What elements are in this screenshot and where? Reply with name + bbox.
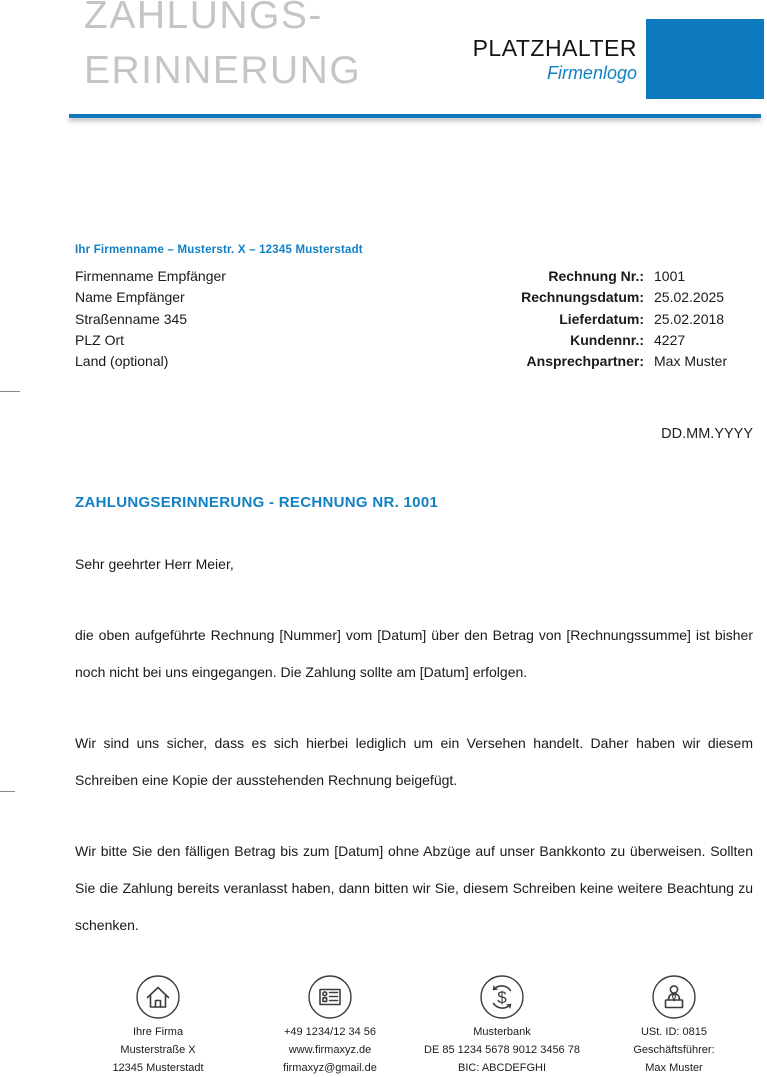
footer-managing-director-name: Max Muster [645, 1062, 703, 1074]
person-icon [651, 974, 697, 1020]
meta-row-delivery-date [420, 309, 753, 330]
footer-phone: +49 1234/12 34 56 [283, 1026, 377, 1038]
footer-bank-name: Musterbank [473, 1026, 531, 1038]
body-paragraph-2: Wir sind uns sicher, dass es sich hierbei lediglich um ein Versehen handelt. Daher haben wir diesem Schreiben eine Kopie der ausstehenden Rechnung beigefügt. [75, 735, 753, 788]
recipient-line: Firmenname Empfänger [75, 268, 226, 284]
footer-email: firmaxyz@gmail.de [283, 1062, 377, 1074]
header-divider-rule [69, 114, 761, 118]
meta-label: Kundennr.: [570, 331, 644, 348]
document-watermark-title [84, 0, 362, 92]
letter-date-placeholder: DD.MM.YYYY [661, 426, 753, 442]
svg-text:$: $ [497, 988, 507, 1007]
invoice-meta-block [420, 266, 753, 372]
recipient-line: Straßenname 345 [75, 310, 188, 327]
home-icon [135, 974, 181, 1020]
recipient-line: Name Empfänger [75, 289, 185, 306]
meta-value: 4227 [654, 331, 686, 348]
meta-value: Max Muster [654, 353, 728, 370]
meta-value: 25.02.2018 [654, 310, 725, 327]
company-logo [473, 34, 637, 84]
footer-company-name: Ihre Firma [132, 1026, 184, 1038]
fold-mark-top [0, 391, 20, 392]
sender-return-address: Ihr Firmenname – Musterstr. X – 12345 Musterstadt [75, 244, 363, 256]
footer-vat-id: USt. ID: 0815 [640, 1026, 708, 1038]
footer-company-city: 12345 Musterstadt [112, 1062, 204, 1074]
footer-column-contact [244, 974, 416, 1077]
meta-value: 25.02.2025 [654, 289, 725, 306]
contact-card-icon [307, 974, 353, 1020]
logo-placeholder-text: PLATZHALTER [472, 35, 637, 61]
logo-subtitle: Firmenlogo [546, 63, 637, 83]
fold-mark-bottom [0, 791, 15, 792]
meta-label: Rechnungsdatum: [521, 289, 644, 306]
meta-row-invoice-date [420, 287, 753, 308]
recipient-line: PLZ Ort [75, 331, 125, 348]
meta-row-contact-person [420, 351, 753, 372]
body-paragraph-1: die oben aufgeführte Rechnung [Nummer] vom [Datum] über den Betrag von [Rechnungssumme] ist bisher noch nicht bei uns eingegangen. Die Zahlung sollte am [Datum] erfolgen. [75, 627, 753, 680]
watermark-line-1: ZAHLUNGS- [84, 0, 323, 37]
footer-bic: BIC: ABCDEFGHI [457, 1062, 547, 1074]
meta-label: Lieferdatum: [559, 310, 644, 327]
footer-column-company [72, 974, 244, 1077]
footer-website: www.firmaxyz.de [288, 1044, 372, 1056]
logo-color-block [646, 19, 764, 99]
footer-managing-director-label: Geschäftsführer: [633, 1044, 715, 1056]
watermark-line-2: ERINNERUNG [84, 49, 362, 92]
currency-exchange-icon [479, 974, 525, 1020]
meta-label: Rechnung Nr.: [548, 268, 644, 284]
letter-body [75, 546, 753, 978]
body-paragraph-3: Wir bitte Sie den fälligen Betrag bis zum [Datum] ohne Abzüge auf unser Bankkonto zu überweisen. Sollten Sie die Zahlung bereits veranlasst haben, dann bitten wir Sie, diesem Schreiben keine weitere Beachtung zu schenken. [75, 843, 753, 933]
footer [72, 974, 760, 1077]
salutation: Sehr geehrter Herr Meier, [75, 556, 234, 572]
subject-line: ZAHLUNGSERINNERUNG - RECHNUNG NR. 1001 [75, 494, 439, 511]
footer-company-street: Musterstraße X [120, 1044, 196, 1056]
recipient-address-block [75, 266, 226, 372]
footer-iban: DE 85 1234 5678 9012 3456 78 [424, 1044, 580, 1056]
meta-row-customer-number [420, 330, 753, 351]
meta-value: 1001 [654, 268, 686, 284]
footer-column-legal [588, 974, 760, 1077]
meta-label: Ansprechpartner: [526, 353, 644, 370]
recipient-line: Land (optional) [75, 353, 169, 370]
meta-row-invoice-number [420, 266, 753, 287]
footer-column-bank [416, 974, 588, 1077]
